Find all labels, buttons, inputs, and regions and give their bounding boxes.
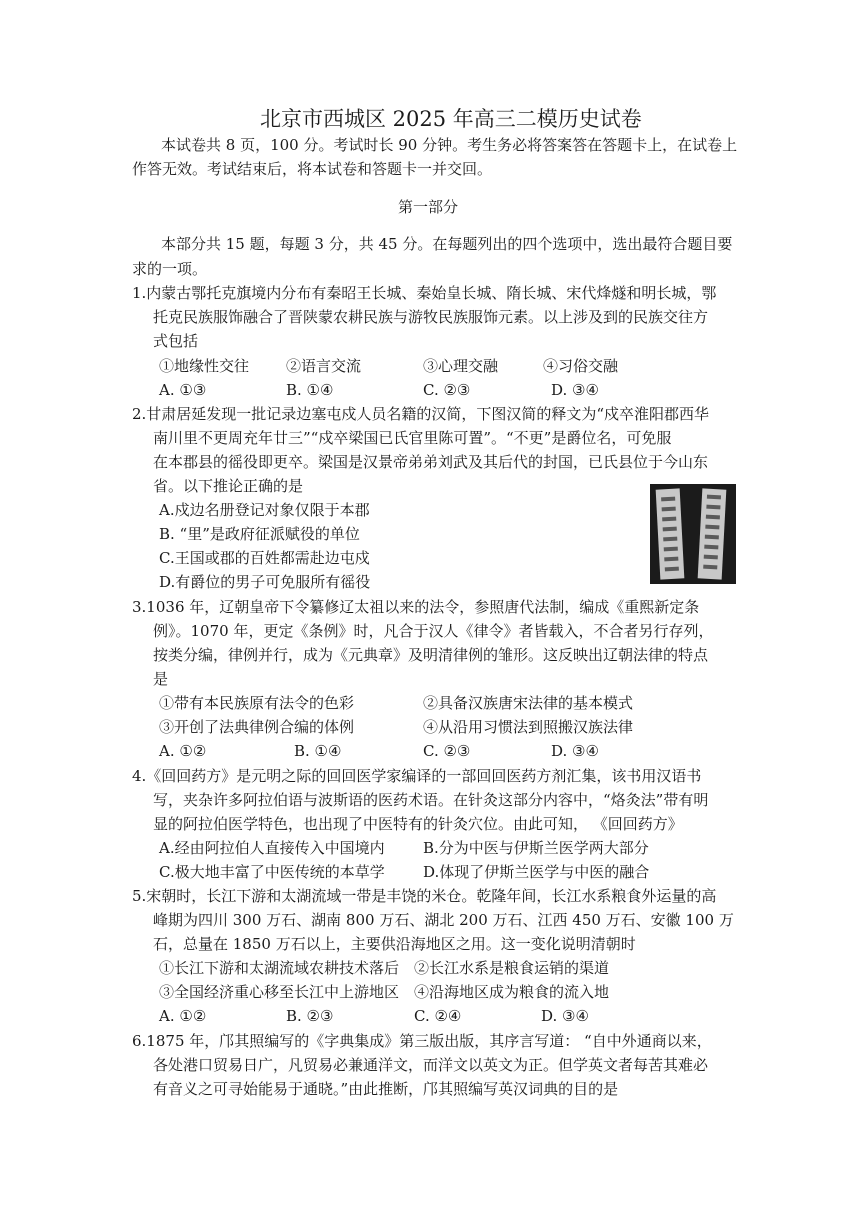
question-4-choices [159,837,679,859]
item-3: ③全国经济重心移至长江中上游地区 [159,983,400,1001]
item-3: ③心理交融 [423,357,499,375]
exam-title: 北京市西城区 2025 年高三二模历史试卷 [260,107,642,131]
choice-b[interactable]: B. ①④ [286,381,334,399]
choice-b[interactable]: B. ①④ [294,742,342,760]
choice-a[interactable]: A. ①② [159,1007,207,1025]
question-3-items [159,716,659,738]
question-1-line: 1.内蒙古鄂托克旗境内分布有秦昭王长城、秦始皇长城、隋长城、宋代烽燧和明长城，鄂 [132,284,717,302]
part-intro-line-2: 求的一项。 [132,260,208,278]
question-6-line: 6.1875 年，邝其照编写的《字典集成》第三版出版，其序言写道： “自中外通商以来， [132,1032,712,1050]
question-1-items [159,355,679,377]
item-4: ④从沿用习惯法到照搬汉族法律 [423,718,634,736]
question-4-line: 4.《回回药方》是元明之际的回回医学家编译的一部回回医药方剂汇集，该书用汉语书 [132,767,702,785]
choice-c[interactable]: C. ②③ [423,381,471,399]
part-title: 第一部分 [398,198,459,216]
choice-a[interactable]: A.经由阿拉伯人直接传入中国境内 [159,839,385,857]
item-4: ④习俗交融 [543,357,619,375]
question-1-line: 式包括 [153,332,199,350]
question-5-line: 石，总量在 1850 万石以上，主要供沿海地区之用。这一变化说明清朝时 [153,935,636,953]
intro-line-2: 作答无效。考试结束后，将本试卷和答题卡一并交回。 [132,160,493,178]
item-4: ④沿海地区成为粮食的流入地 [414,983,610,1001]
item-1: ①地缘性交往 [159,357,250,375]
question-2-line: 省。以下推论正确的是 [153,477,304,495]
item-2: ②具备汉族唐宋法律的基本模式 [423,694,634,712]
question-4-choices [159,861,679,883]
item-1: ①带有本民族原有法令的色彩 [159,694,355,712]
choice-b[interactable]: B.分为中医与伊斯兰医学两大部分 [423,839,649,857]
question-4-line: 显的阿拉伯医学特色，也出现了中医特有的针灸穴位。由此可知， 《回回药方》 [153,815,683,833]
question-3-choices [159,740,679,762]
question-5-line: 5.宋朝时，长江下游和太湖流域一带是丰饶的米仓。乾隆年间，长江水系粮食外运量的高 [132,887,717,905]
part-intro-line-1: 本部分共 15 题，每题 3 分，共 45 分。在每题列出的四个选项中，选出最符合题目要 [161,235,733,253]
bamboo-slips-image [650,484,736,584]
item-1: ①长江下游和太湖流域农耕技术落后 [159,959,400,977]
question-3-line: 3.1036 年，辽朝皇帝下令纂修辽太祖以来的法令，参照唐代法制，编成《重熙新定条 [132,598,700,616]
choice-a[interactable]: A. ①② [159,742,207,760]
question-5-items [159,981,679,1003]
choice-b[interactable]: B. ②③ [286,1007,334,1025]
choice-b[interactable]: B. “里”是政府征派赋役的单位 [159,525,360,543]
question-5-line: 峰期为四川 300 万石、湖南 800 万石、湖北 200 万石、江西 450 万石、安徽 100 万 [153,911,734,929]
question-2-line: 在本郡县的徭役即更卒。梁国是汉景帝弟弟刘武及其后代的封国，已氏县位于今山东 [153,453,709,471]
choice-d[interactable]: D. ③④ [551,381,599,399]
choice-c[interactable]: C. ②④ [414,1007,462,1025]
question-1-choices [159,379,679,401]
question-5-items [159,957,679,979]
bamboo-slip-2 [698,488,727,579]
question-4-line: 写，夹杂许多阿拉伯语与波斯语的医药术语。在针灸这部分内容中，“烙灸法”带有明 [153,791,709,809]
question-6-line: 各处港口贸易日广，凡贸易必兼通洋文，而洋文以英文为正。但学英文者每苦其难必 [153,1056,709,1074]
choice-c[interactable]: C.极大地丰富了中医传统的本草学 [159,863,385,881]
choice-c[interactable]: C. ②③ [423,742,471,760]
item-3: ③开创了法典律例合编的体例 [159,718,355,736]
item-2: ②长江水系是粮食运销的渠道 [414,959,610,977]
question-6-line: 有音义之可寻始能易于通晓。”由此推断，邝其照编写英汉词典的目的是 [153,1080,619,1098]
question-1-line: 托克民族服饰融合了晋陕蒙农耕民族与游牧民族服饰元素。以上涉及到的民族交往方 [153,308,709,326]
item-2: ②语言交流 [286,357,362,375]
question-3-line: 是 [153,670,169,688]
choice-a[interactable]: A.戍边名册登记对象仅限于本郡 [159,501,370,519]
choice-d[interactable]: D.体现了伊斯兰医学与中医的融合 [423,863,650,881]
question-3-line: 按类分编，律例并行，成为《元典章》及明清律例的雏形。这反映出辽朝法律的特点 [153,646,709,664]
choice-d[interactable]: D.有爵位的男子可免服所有徭役 [159,573,371,591]
intro-line-1: 本试卷共 8 页，100 分。考试时长 90 分钟。考生务必将答案答在答题卡上，在试卷上 [161,136,738,154]
choice-d[interactable]: D. ③④ [541,1007,589,1025]
question-3-items [159,692,659,714]
question-2-line: 南川里不更周充年廿三”“戍卒梁国已氏官里陈可置”。“不更”是爵位名，可免服 [153,429,672,447]
question-5-choices [159,1005,679,1027]
choice-d[interactable]: D. ③④ [551,742,599,760]
question-2-line: 2.甘肃居延发现一批记录边塞屯戍人员名籍的汉简，下图汉简的释文为“戍卒淮阳郡西华 [132,405,709,423]
bamboo-slip-1 [656,488,685,579]
question-3-line: 例》。1070 年，更定《条例》时，凡合于汉人《律令》者皆载入，不合者另行存列， [153,622,714,640]
choice-a[interactable]: A. ①③ [159,381,207,399]
choice-c[interactable]: C.王国或郡的百姓都需赴边屯戍 [159,549,370,567]
